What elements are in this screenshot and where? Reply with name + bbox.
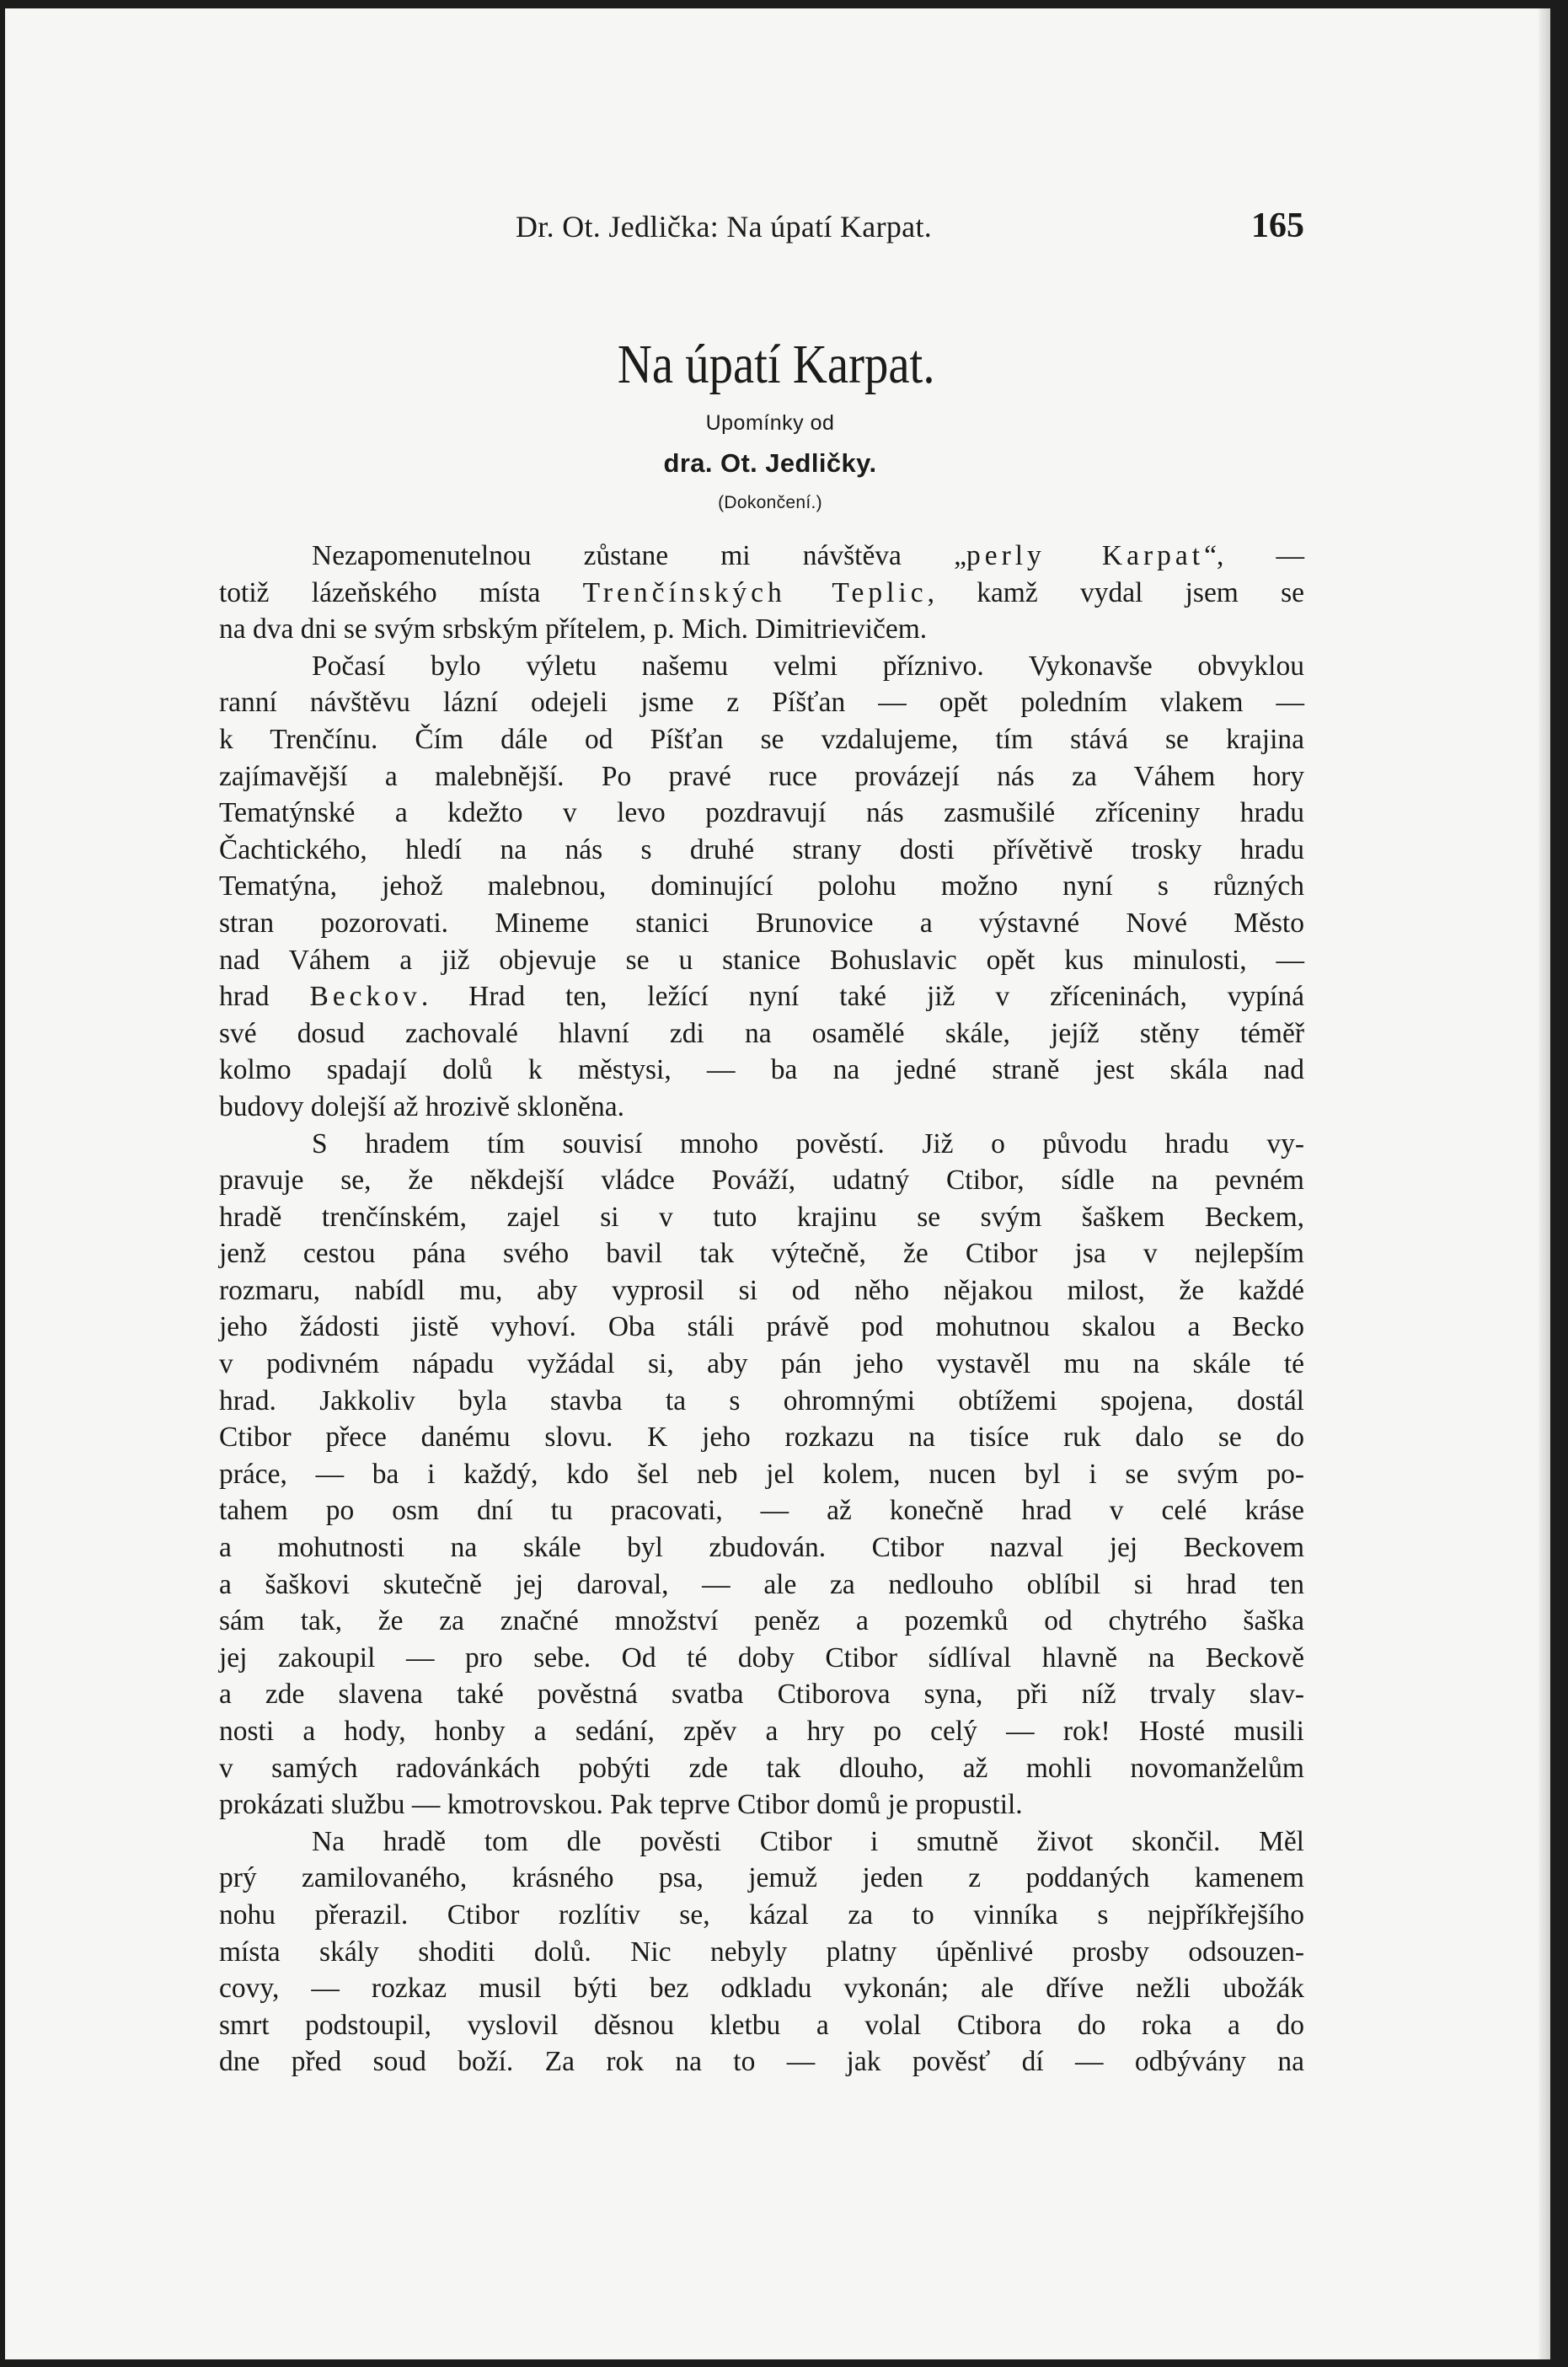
text-line	[219, 721, 1304, 758]
text-line	[219, 1126, 1304, 1163]
text-line	[219, 758, 1304, 795]
text-line	[219, 1052, 1304, 1089]
text-segment: hrad. Jakkoliv byla stavba ta s ohromnými obtížemi spojena, dostál	[219, 1384, 1304, 1416]
article-subtitle: Upomínky od	[705, 411, 835, 435]
text-segment: kolmo spadají dolů k městysi, — ba na jedné straně jest skála nad	[219, 1054, 1304, 1086]
text-line	[219, 1015, 1304, 1052]
text-line	[219, 1860, 1304, 1897]
text-line	[219, 868, 1304, 905]
text-line	[219, 1529, 1304, 1566]
text-line	[219, 1713, 1304, 1750]
text-segment: Tematýna, jehož malebnou, dominující polohu možno nyní s různých	[219, 870, 1304, 902]
book-page	[5, 8, 1550, 2359]
text-segment: na dva dni se svým srbským přítelem, p. Mich. Dimitrievičem.	[219, 613, 928, 645]
text-line	[219, 1089, 1304, 1126]
text-line	[219, 1640, 1304, 1677]
text-segment: k Trenčínu. Čím dále od Píšťan se vzdalujeme, tím stává se krajina	[219, 723, 1304, 755]
text-line	[219, 1823, 1304, 1861]
text-segment: prý zamilovaného, krásného psa, jemuž jeden z poddaných kamenem	[219, 1862, 1304, 1894]
text-segment: jeho žádosti jistě vyhoví. Oba stáli právě pod mohutnou skalou a Becko	[219, 1311, 1304, 1343]
text-segment: hrad	[219, 981, 310, 1013]
text-segment: Ctibor přece danému slovu. K jeho rozkazu na tisíce ruk dalo se do	[219, 1422, 1304, 1454]
text-line	[219, 684, 1304, 721]
text-segment: pravuje se, že někdejší vládce Pováží, udatný Ctibor, sídle na pevném	[219, 1165, 1304, 1197]
text-segment: . Hrad ten, ležící nyní také již v zříceninách, vypíná	[420, 981, 1304, 1013]
text-segment: nohu přerazil. Ctibor rozlítiv se, kázal za to vinníka s nejpříkřejšího	[219, 1898, 1304, 1931]
text-segment: ranní návštěvu lázní odejeli jsme z Píšťan — opět poledním vlakem —	[219, 687, 1304, 719]
text-line	[219, 1750, 1304, 1787]
text-segment: zajímavější a malebnější. Po pravé ruce provázejí nás za Váhem hory	[219, 760, 1304, 792]
text-segment: budovy dolejší až hrozivě skloněna.	[219, 1090, 624, 1122]
emphasized-term: Beckov	[309, 981, 421, 1013]
text-segment: a mohutnosti na skále byl zbudován. Ctibor nazval jej Beckovem	[219, 1532, 1304, 1564]
emphasized-term: Trenčínských Teplic	[582, 576, 928, 608]
text-line	[219, 832, 1304, 869]
text-segment: jenž cestou pána svého bavil tak výtečně, že Ctibor jsa v nejlepším	[219, 1238, 1304, 1270]
text-segment: nosti a hody, honby a sedání, zpěv a hry po celý — rok! Hosté musili	[219, 1716, 1304, 1747]
text-line	[219, 1970, 1304, 2007]
article-body	[219, 538, 1304, 2080]
text-segment: totiž lázeňského místa	[219, 576, 583, 608]
text-line	[219, 611, 1304, 648]
text-line	[219, 905, 1304, 942]
text-segment: nad Váhem a již objevuje se u stanice Bohuslavic opět kus minulosti, —	[219, 944, 1304, 976]
text-segment: tahem po osm dní tu pracovati, — až konečně hrad v celé kráse	[219, 1495, 1304, 1527]
text-segment: v samých radovánkách pobýti zde tak dlouho, až mohli novomanželům	[219, 1752, 1304, 1784]
text-line	[219, 978, 1304, 1015]
text-line	[219, 2007, 1304, 2044]
text-segment: sám tak, že za značné množství peněz a pozemků od chytrého šaška	[219, 1605, 1304, 1637]
emphasized-term: perly Karpat	[966, 540, 1205, 571]
text-segment: jej zakoupil — pro sebe. Od té doby Ctibor sídlíval hlavně na Beckově	[219, 1641, 1304, 1674]
text-segment: a šaškovi skutečně jej daroval, — ale za nedlouho oblíbil si hrad ten	[219, 1568, 1304, 1600]
article-author: dra. Ot. Jedličky.	[663, 448, 877, 478]
text-segment: práce, — ba i každý, kdo šel neb jel kolem, nucen byl i se svým po-	[219, 1458, 1304, 1490]
text-segment: dne před soud boží. Za rok na to — jak pověsť dí — odbývány na	[219, 2046, 1304, 2078]
text-segment: prokázati službu — kmotrovskou. Pak teprve Ctibor domů je propustil.	[219, 1789, 1023, 1821]
text-line	[219, 1566, 1304, 1604]
text-segment: covy, — rozkaz musil býti bez odkladu vykonán; ale dříve nežli ubožák	[219, 1973, 1304, 2005]
text-segment: Tematýnské a kdežto v levo pozdravují nás zasmušilé zříceniny hradu	[219, 797, 1304, 829]
running-head: Dr. Ot. Jedlička: Na úpatí Karpat.	[516, 210, 933, 244]
text-line	[219, 1383, 1304, 1420]
text-segment: Nezapomenutelnou zůstane mi návštěva „	[312, 540, 966, 571]
text-line	[219, 1603, 1304, 1640]
page-number: 165	[1251, 206, 1304, 245]
text-segment: “, —	[1204, 540, 1304, 571]
text-line	[219, 1676, 1304, 1713]
continuation-note: (Dokončení.)	[718, 493, 822, 512]
article-title: Na úpatí Karpat.	[617, 334, 935, 395]
text-line	[219, 1419, 1304, 1456]
text-segment: , kamž vydal jsem se	[927, 576, 1304, 608]
text-line	[219, 1309, 1304, 1346]
page-edge-shadow	[1539, 8, 1550, 2359]
text-segment: Počasí bylo výletu našemu velmi příznivo. Vykonavše obvyklou	[312, 650, 1304, 682]
text-line	[219, 1786, 1304, 1823]
text-line	[219, 575, 1304, 612]
text-line	[219, 1897, 1304, 1934]
text-line	[219, 795, 1304, 832]
text-segment: rozmaru, nabídl mu, aby vyprosil si od něho nějakou milost, že každé	[219, 1274, 1304, 1306]
text-line	[219, 2043, 1304, 2080]
text-line	[219, 538, 1304, 575]
text-segment: hradě trenčínském, zajel si v tuto krajinu se svým šaškem Beckem,	[219, 1201, 1304, 1233]
text-line	[219, 1199, 1304, 1236]
text-segment: v podivném nápadu vyžádal si, aby pán jeho vystavěl mu na skále té	[219, 1348, 1304, 1380]
text-segment: místa skály shoditi dolů. Nic nebyly platny úpěnlivé prosby odsouzen-	[219, 1936, 1304, 1968]
text-line	[219, 1272, 1304, 1309]
text-line	[219, 1235, 1304, 1272]
text-segment: a zde slavena také pověstná svatba Ctiborova syna, při níž trvaly slav-	[219, 1679, 1304, 1711]
text-line	[219, 1492, 1304, 1529]
text-line	[219, 942, 1304, 979]
text-segment: stran pozorovati. Mineme stanici Brunovice a výstavné Nové Město	[219, 907, 1304, 939]
page-header	[516, 206, 1304, 260]
text-segment: smrt podstoupil, vyslovil děsnou kletbu a volal Ctibora do roka a do	[219, 2009, 1304, 2041]
text-segment: své dosud zachovalé hlavní zdi na osamělé skále, jejíž stěny téměř	[219, 1017, 1304, 1049]
text-segment: S hradem tím souvisí mnoho pověstí. Již o původu hradu vy-	[312, 1127, 1304, 1159]
text-segment: Na hradě tom dle pověsti Ctibor i smutně život skončil. Měl	[312, 1825, 1304, 1857]
text-line	[219, 648, 1304, 685]
text-line	[219, 1456, 1304, 1493]
text-line	[219, 1934, 1304, 1971]
text-line	[219, 1162, 1304, 1199]
text-segment: Čachtického, hledí na nás s druhé strany dosti přívětivě trosky hradu	[219, 833, 1304, 865]
text-line	[219, 1346, 1304, 1383]
